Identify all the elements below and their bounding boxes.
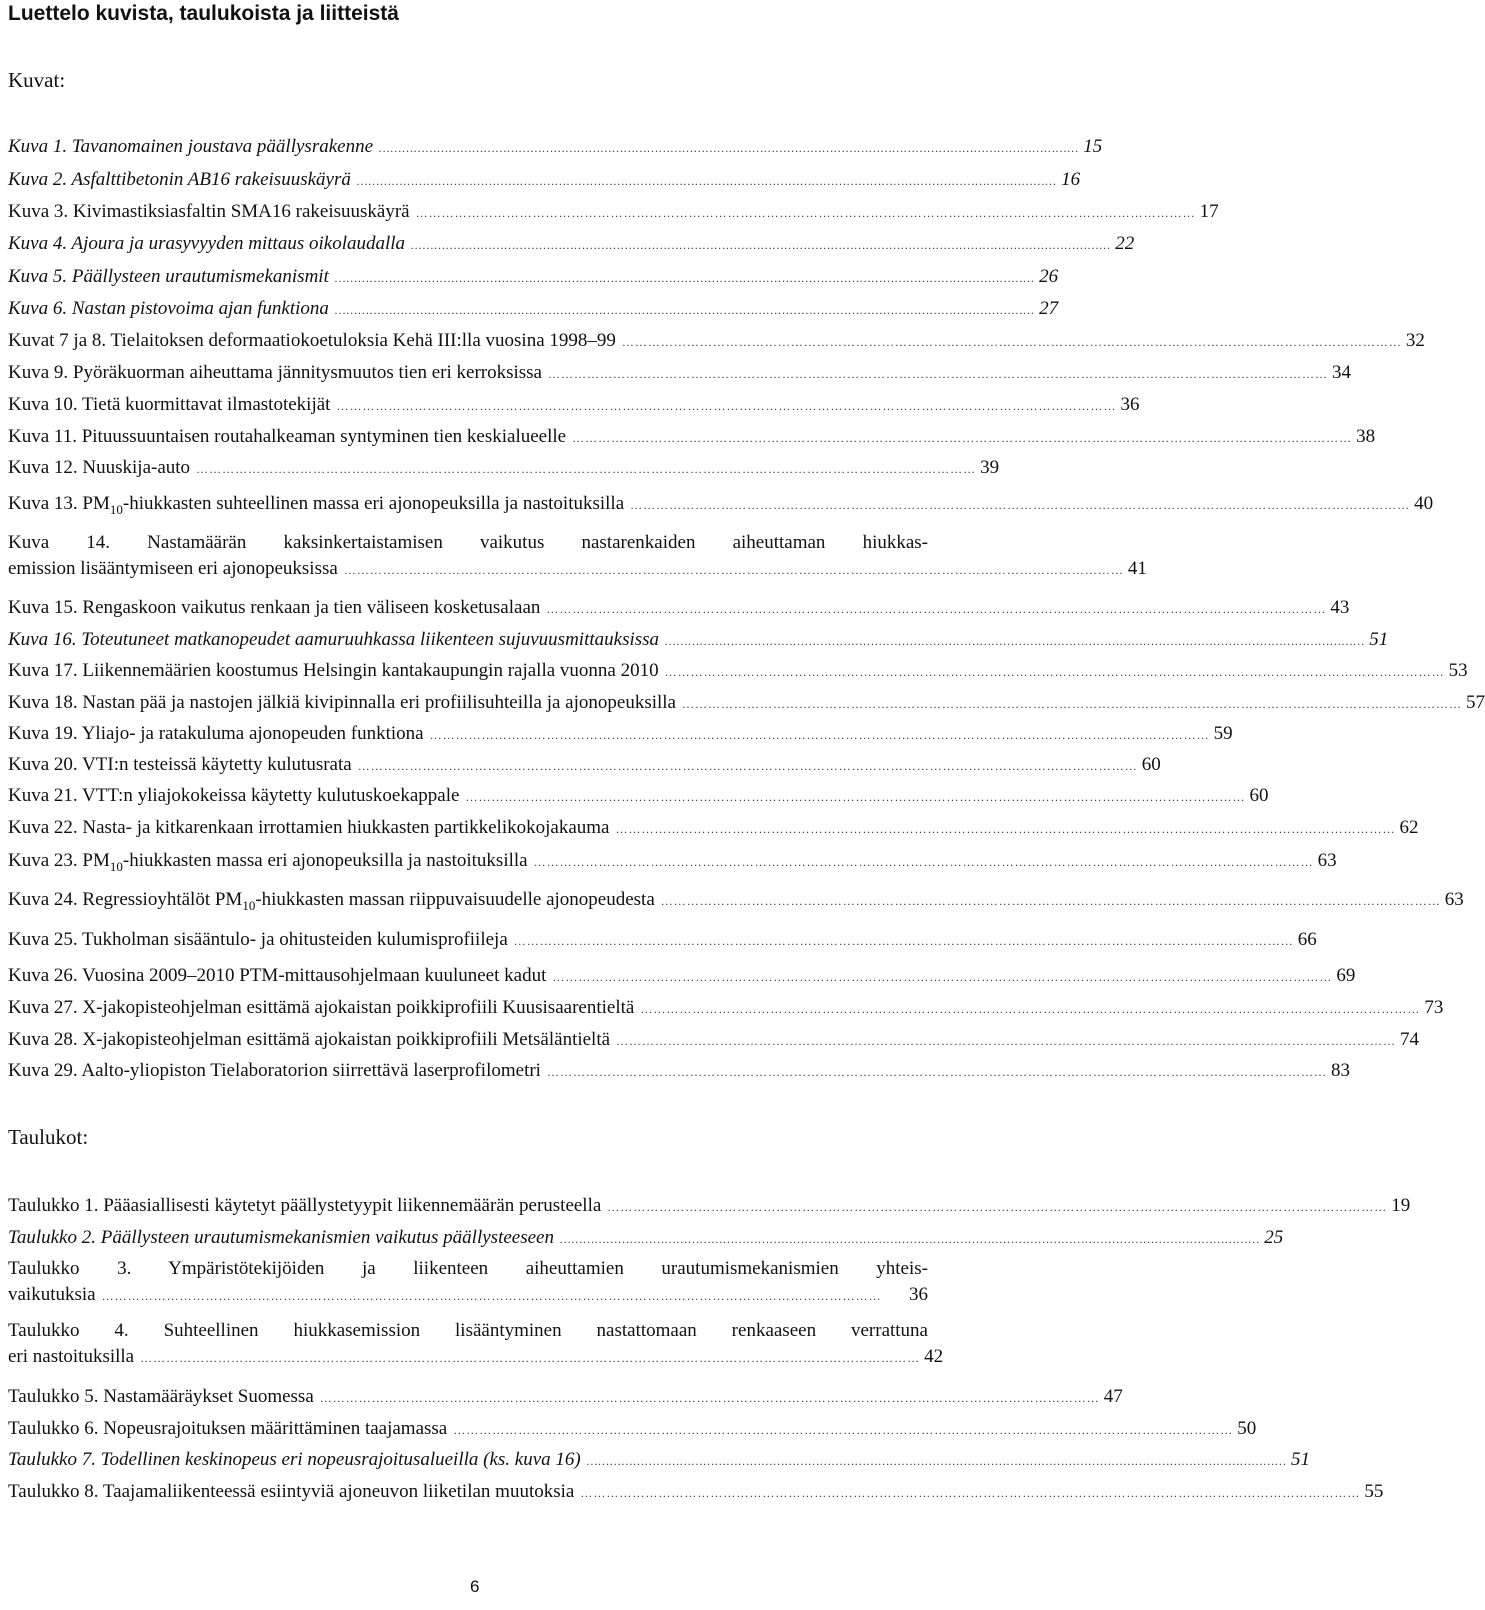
figure-entry[interactable]	[8, 690, 1485, 717]
figure-line	[8, 1058, 1350, 1085]
figure-entry[interactable]	[8, 595, 1350, 622]
table-entry[interactable]	[8, 1479, 1384, 1506]
figure-label: Kuva 25. Tukholman sisääntulo- ja ohitusteiden kulumisprofiileja	[8, 929, 508, 950]
figure-label: Kuva 10. Tietä kuormittavat ilmastotekijät	[8, 394, 331, 415]
table-line	[8, 1282, 928, 1309]
figure-label: Kuva 28. X-jakopisteohjelman esittämä ajokaistan poikkiprofiili Metsäläntieltä	[8, 1029, 611, 1050]
figure-line	[8, 199, 1219, 226]
figure-entry[interactable]	[8, 1058, 1350, 1085]
figure-label: Kuva 4. Ajoura ja urasyvyyden mittaus oikolaudalla	[8, 233, 406, 254]
page-ref: 51	[1290, 1449, 1310, 1470]
leader-dots: ………………………………………………………………………………………………………………………………………………………………	[513, 934, 1294, 948]
figure-line	[8, 231, 1135, 258]
figure-entry[interactable]	[8, 783, 1269, 810]
page-ref: 62	[1399, 817, 1419, 838]
label-text: -hiukkasten massa eri ajonopeuksilla ja nastoituksilla	[122, 850, 528, 871]
figures-section-heading: Kuvat:	[8, 68, 66, 92]
figure-entry[interactable]	[8, 491, 1434, 518]
leader-dots: ………………………………………………………………………………………………………………………………………………………………	[334, 303, 1036, 317]
page-ref: 19	[1391, 1195, 1411, 1216]
page-ref: 63	[1317, 850, 1337, 871]
page-ref: 41	[1127, 558, 1147, 579]
page-ref: 59	[1213, 723, 1233, 744]
leader-dots: ………………………………………………………………………………………………………………………………………………………………	[665, 634, 1366, 648]
figure-line	[8, 658, 1468, 685]
leader-dots: ………………………………………………………………………………………………………………………………………………………………	[664, 665, 1445, 679]
leader-dots: ………………………………………………………………………………………………………………………………………………………………	[586, 1454, 1287, 1468]
table-label: Taulukko 1. Pääasiallisesti käytetyt päällystetyypit liikennemäärän perusteella	[8, 1195, 602, 1216]
page-ref: 60	[1249, 785, 1269, 806]
leader-dots: ………………………………………………………………………………………………………………………………………………………………	[411, 238, 1112, 252]
figure-line	[8, 963, 1356, 990]
leader-dots: ………………………………………………………………………………………………………………………………………………………………	[546, 1065, 1327, 1079]
table-line	[8, 1479, 1384, 1506]
leader-dots: ………………………………………………………………………………………………………………………………………………………………	[615, 822, 1396, 836]
leader-dots: ………………………………………………………………………………………………………………………………………………………………	[640, 1002, 1421, 1016]
figure-entry[interactable]	[8, 199, 1219, 226]
page-title: Luettelo kuvista, taulukoista ja liitteistä	[8, 2, 399, 25]
page-ref: 66	[1297, 929, 1317, 950]
leader-dots: ………………………………………………………………………………………………………………………………………………………………	[580, 1486, 1361, 1500]
page-ref: 42	[924, 1346, 944, 1367]
figure-line	[8, 783, 1269, 810]
page-ref: 50	[1237, 1418, 1257, 1439]
page-ref: 40	[1414, 493, 1434, 514]
page-ref: 83	[1330, 1060, 1350, 1081]
figure-label: Kuva 5. Päällysteen urautumismekanismit	[8, 266, 329, 287]
table-entry[interactable]	[8, 1384, 1123, 1411]
figure-label: Kuva 17. Liikennemäärien koostumus Helsingin kantakaupungin rajalla vuonna 2010	[8, 660, 659, 681]
table-entry[interactable]	[8, 1256, 928, 1309]
page-ref: 34	[1332, 362, 1351, 383]
figure-line	[8, 887, 1464, 914]
figure-entry[interactable]	[8, 328, 1425, 355]
table-label: Taulukko 2. Päällysteen urautumismekanismien vaikutus päällysteeseen	[8, 1227, 554, 1248]
leader-dots: ………………………………………………………………………………………………………………………………………………………………	[616, 1034, 1397, 1048]
table-entry[interactable]	[8, 1447, 1310, 1474]
leader-dots: ………………………………………………………………………………………………………………………………………………………………	[453, 1423, 1234, 1437]
leader-dots: ………………………………………………………………………………………………………………………………………………………………	[336, 399, 1117, 413]
figure-entry[interactable]	[8, 424, 1376, 451]
figure-entry[interactable]	[8, 963, 1356, 990]
figure-entry[interactable]	[8, 455, 1000, 482]
figure-line	[8, 328, 1425, 355]
leader-dots: ………………………………………………………………………………………………………………………………………………………………	[319, 1391, 1100, 1405]
figure-label-continuation: emission lisääntymiseen eri ajonopeuksissa	[8, 558, 338, 579]
figure-entry[interactable]	[8, 752, 1161, 779]
tables-section-heading: Taulukot:	[8, 1125, 89, 1149]
page-ref: 16	[1061, 169, 1081, 190]
table-label: Taulukko 6. Nopeusrajoituksen määrittäminen taajamassa	[8, 1418, 448, 1439]
page-ref: 43	[1330, 597, 1350, 618]
figure-line	[8, 848, 1337, 875]
page-number: 6	[470, 1577, 480, 1596]
figure-line	[8, 360, 1351, 387]
table-line	[8, 1416, 1257, 1443]
figure-label: Kuva 11. Pituussuuntaisen routahalkeaman syntyminen tien keskialueelle	[8, 426, 567, 447]
figure-line	[8, 424, 1376, 451]
leader-dots: ………………………………………………………………………………………………………………………………………………………………	[357, 759, 1138, 773]
label-text: -hiukkasten massan riippuvaisuudelle ajonopeudesta	[255, 889, 655, 910]
figure-label-line: Kuva 14. Nastamäärän kaksinkertaistamisen vaikutus nastarenkaiden aiheuttaman hiukkas-	[8, 532, 928, 553]
page-ref: 36	[1120, 394, 1140, 415]
leader-dots: ………………………………………………………………………………………………………………………………………………………………	[429, 728, 1210, 742]
leader-dots: ………………………………………………………………………………………………………………………………………………………………	[533, 855, 1314, 869]
figure-label: Kuva 6. Nastan pistovoima ajan funktiona	[8, 298, 329, 319]
figure-line	[8, 455, 1000, 482]
figure-entry[interactable]	[8, 264, 1059, 291]
leader-dots: ………………………………………………………………………………………………………………………………………………………………	[334, 271, 1036, 285]
figure-entry[interactable]	[8, 231, 1135, 258]
label-text: Kuva 23. PM	[8, 850, 110, 871]
figure-label: Kuva 9. Pyöräkuorman aiheuttama jännitysmuutos tien eri kerroksissa	[8, 362, 542, 383]
figure-line	[8, 491, 1434, 518]
page-ref: 47	[1103, 1386, 1123, 1407]
page-ref: 38	[1356, 426, 1376, 447]
table-label: Taulukko 5. Nastamääräykset Suomessa	[8, 1386, 314, 1407]
figure-entry[interactable]	[8, 296, 1059, 323]
figure-label	[8, 887, 655, 914]
figure-label: Kuvat 7 ja 8. Tielaitoksen deformaatiokoetuloksia Kehä III:lla vuosina 1998–99	[8, 330, 616, 351]
table-line	[8, 1447, 1310, 1474]
table-line	[8, 1193, 1411, 1220]
leader-dots: ………………………………………………………………………………………………………………………………………………………………	[572, 431, 1353, 445]
leader-dots: ………………………………………………………………………………………………………………………………………………………………	[465, 790, 1246, 804]
figure-label: Kuva 12. Nuuskija-auto	[8, 457, 191, 478]
table-label: Taulukko 7. Todellinen keskinopeus eri nopeusrajoitusalueilla (ks. kuva 16)	[8, 1449, 581, 1470]
page-ref: 69	[1336, 965, 1356, 986]
figure-label: Kuva 15. Rengaskoon vaikutus renkaan ja tien väliseen kosketusalaan	[8, 597, 541, 618]
table-line	[8, 1384, 1123, 1411]
figure-label: Kuva 26. Vuosina 2009–2010 PTM-mittausohjelmaan kuuluneet kadut	[8, 965, 547, 986]
table-label-line: Taulukko 3. Ympäristötekijöiden ja liikenteen aiheuttamien urautumismekanismien yhteis-	[8, 1258, 928, 1279]
subscript: 10	[109, 502, 123, 517]
figure-label: Kuva 2. Asfalttibetonin AB16 rakeisuuskäyrä	[8, 169, 351, 190]
figure-entry[interactable]	[8, 627, 1389, 654]
page-ref: 26	[1039, 266, 1059, 287]
table-entry[interactable]	[8, 1318, 944, 1371]
figure-entry[interactable]	[8, 658, 1468, 685]
leader-dots: ………………………………………………………………………………………………………………………………………………………………	[630, 498, 1411, 512]
figure-label: Kuva 22. Nasta- ja kitkarenkaan irrottamien hiukkasten partikkelikokojakauma	[8, 817, 610, 838]
figure-entry[interactable]	[8, 167, 1081, 194]
figure-label: Kuva 19. Yliajo- ja ratakuluma ajonopeuden funktiona	[8, 723, 424, 744]
leader-dots: ………………………………………………………………………………………………………………………………………………………………	[101, 1289, 882, 1303]
figure-entry[interactable]	[8, 815, 1419, 842]
figure-label: Kuva 3. Kivimastiksiasfaltin SMA16 rakeisuuskäyrä	[8, 201, 410, 222]
figure-line	[8, 595, 1350, 622]
page-ref: 22	[1115, 233, 1135, 254]
page-ref: 27	[1039, 298, 1059, 319]
figure-line	[8, 690, 1485, 717]
leader-dots: ………………………………………………………………………………………………………………………………………………………………	[415, 206, 1196, 220]
figure-line	[8, 296, 1059, 323]
leader-dots: ………………………………………………………………………………………………………………………………………………………………	[559, 1232, 1261, 1246]
figure-entry[interactable]	[8, 1027, 1420, 1054]
figure-entry[interactable]	[8, 887, 1464, 914]
page-ref: 17	[1199, 201, 1219, 222]
figure-entry[interactable]	[8, 927, 1317, 954]
table-label-line: Taulukko 4. Suhteellinen hiukkasemission lisääntyminen nastattomaan renkaaseen verrattuna	[8, 1320, 928, 1341]
leader-dots: ………………………………………………………………………………………………………………………………………………………………	[607, 1200, 1388, 1214]
leader-dots: ………………………………………………………………………………………………………………………………………………………………	[546, 602, 1327, 616]
subscript: 10	[242, 898, 256, 913]
figure-line	[8, 927, 1317, 954]
table-line	[8, 1344, 944, 1371]
figure-line	[8, 556, 1147, 583]
leader-dots: ………………………………………………………………………………………………………………………………………………………………	[548, 367, 1328, 381]
figure-label: Kuva 16. Toteutuneet matkanopeudet aamuruuhkassa liikenteen sujuvuusmittauksissa	[8, 629, 660, 650]
table-label-continuation: eri nastoituksilla	[8, 1346, 135, 1367]
figure-line	[8, 721, 1233, 748]
table-label: Taulukko 8. Taajamaliikenteessä esiintyviä ajoneuvon liiketilan muutoksia	[8, 1481, 575, 1502]
leader-dots: ………………………………………………………………………………………………………………………………………………………………	[621, 335, 1402, 349]
page-ref: 73	[1424, 997, 1444, 1018]
table-entry[interactable]	[8, 1416, 1257, 1443]
leader-dots: ………………………………………………………………………………………………………………………………………………………………	[379, 141, 1080, 155]
figure-entry[interactable]	[8, 721, 1233, 748]
figure-line	[8, 815, 1419, 842]
page-ref: 51	[1369, 629, 1389, 650]
figure-line	[8, 752, 1161, 779]
leader-dots: ………………………………………………………………………………………………………………………………………………………………	[660, 894, 1441, 908]
subscript: 10	[109, 859, 123, 874]
figure-entry[interactable]	[8, 134, 1103, 161]
page-ref: 36	[909, 1284, 928, 1305]
leader-dots: ………………………………………………………………………………………………………………………………………………………………	[681, 697, 1462, 711]
figure-line	[8, 627, 1389, 654]
page-ref: 15	[1083, 136, 1103, 157]
figure-label: Kuva 21. VTT:n yliajokokeissa käytetty kulutuskoekappale	[8, 785, 460, 806]
page-ref: 53	[1448, 660, 1468, 681]
table-entry[interactable]	[8, 1193, 1411, 1220]
figure-entry[interactable]	[8, 848, 1337, 875]
page-ref: 60	[1141, 754, 1161, 775]
table-line	[8, 1225, 1284, 1252]
figure-label: Kuva 27. X-jakopisteohjelman esittämä ajokaistan poikkiprofiili Kuusisaarentieltä	[8, 997, 635, 1018]
figure-line	[8, 995, 1444, 1022]
label-text: Kuva 13. PM	[8, 493, 110, 514]
figure-label: Kuva 18. Nastan pää ja nastojen jälkiä kivipinnalla eri profiilisuhteilla ja ajonopeuksilla	[8, 692, 676, 713]
leader-dots: ………………………………………………………………………………………………………………………………………………………………	[343, 563, 1124, 577]
figure-line	[8, 1027, 1420, 1054]
figure-line	[8, 264, 1059, 291]
page-ref: 32	[1405, 330, 1425, 351]
leader-dots: ………………………………………………………………………………………………………………………………………………………………	[196, 462, 977, 476]
leader-dots: ………………………………………………………………………………………………………………………………………………………………	[552, 970, 1333, 984]
page-ref: 55	[1364, 1481, 1384, 1502]
figure-entry[interactable]	[8, 360, 1351, 387]
figure-label	[8, 491, 624, 518]
figure-line	[8, 392, 1140, 419]
page-ref: 74	[1400, 1029, 1420, 1050]
leader-dots: ………………………………………………………………………………………………………………………………………………………………	[140, 1351, 921, 1365]
figure-entry[interactable]	[8, 530, 1147, 583]
label-text: Kuva 24. Regressioyhtälöt PM	[8, 889, 243, 910]
page-ref: 57	[1465, 692, 1485, 713]
figure-label: Kuva 20. VTI:n testeissä käytetty kulutusrata	[8, 754, 352, 775]
figure-entry[interactable]	[8, 392, 1140, 419]
figure-label	[8, 848, 528, 875]
page-ref: 25	[1264, 1227, 1284, 1248]
label-text: -hiukkasten suhteellinen massa eri ajonopeuksilla ja nastoituksilla	[122, 493, 625, 514]
figure-label: Kuva 1. Tavanomainen joustava päällysrakenne	[8, 136, 374, 157]
table-label-continuation: vaikutuksia	[8, 1284, 96, 1305]
page-ref: 39	[980, 457, 1000, 478]
figure-line	[8, 167, 1081, 194]
page-ref: 63	[1444, 889, 1464, 910]
figure-entry[interactable]	[8, 995, 1444, 1022]
figure-line	[8, 134, 1103, 161]
figure-label: Kuva 29. Aalto-yliopiston Tielaboratorion siirrettävä laserprofilometri	[8, 1060, 541, 1081]
table-entry[interactable]	[8, 1225, 1284, 1252]
leader-dots: ………………………………………………………………………………………………………………………………………………………………	[356, 174, 1058, 188]
